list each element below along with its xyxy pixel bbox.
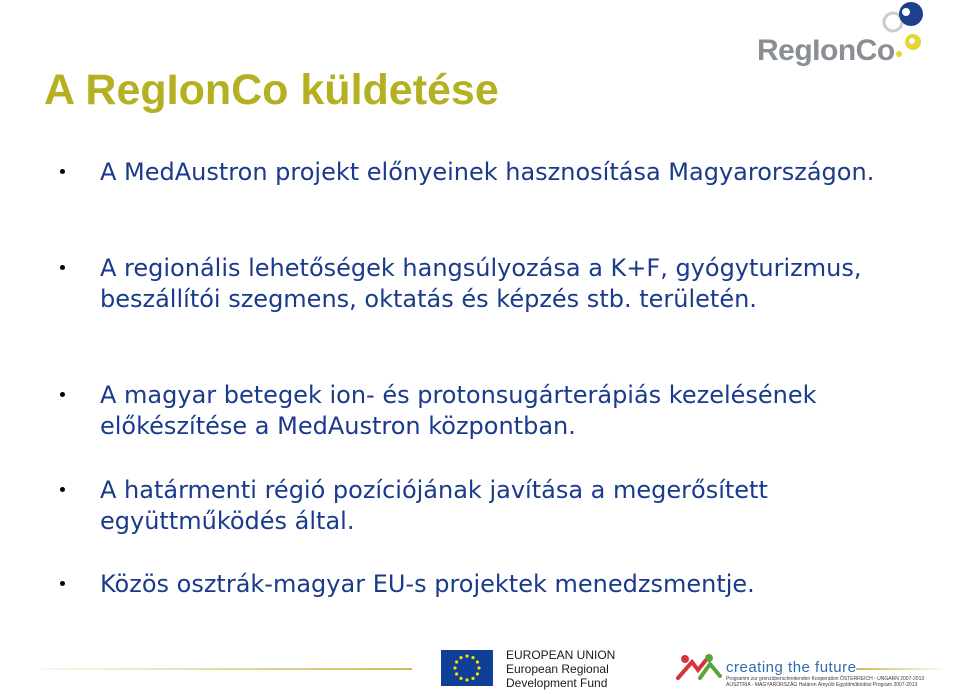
bullet-icon: [60, 487, 65, 492]
program-fine-print: [726, 676, 946, 688]
footer-divider: [856, 668, 942, 670]
logo-wordmark: RegIonCo: [757, 34, 895, 67]
bullet-icon: [60, 581, 65, 586]
eu-label-line: European Regional: [506, 662, 609, 676]
footer-divider: [40, 668, 412, 670]
eu-label: [506, 648, 615, 690]
bullet-item: [60, 380, 920, 442]
bullet-text: A regionális lehetőségek hangsúlyozása a K+F, gyógyturizmus, beszállítói szegmens, oktatás és képzés stb. területén.: [100, 254, 862, 313]
bullet-item: [60, 253, 920, 315]
bullet-item: [60, 475, 920, 537]
page-title: A RegIonCo küldetése: [44, 66, 499, 114]
bullet-icon: [60, 392, 65, 397]
bullet-text: A magyar betegek ion- és protonsugárterápiás kezelésének előkészítése a MedAustron központban.: [100, 381, 817, 440]
bullet-text: Közös osztrák-magyar EU-s projektek menedzsmentje.: [100, 570, 755, 598]
bullet-text: A határmenti régió pozíciójának javítása a megerősített együttműködés által.: [100, 476, 768, 535]
bullet-item: [60, 569, 920, 600]
creating-the-future-slogan: creating the future: [726, 659, 857, 676]
footer: [0, 632, 960, 694]
program-fine-print-line: Programm zur grenzüberschreitenden Kooperation ÖSTERREICH - UNGARN 2007-2013: [726, 676, 925, 682]
bullet-icon: [60, 169, 65, 174]
bullet-text: A MedAustron projekt előnyeinek hasznosítása Magyarországon.: [100, 158, 875, 186]
bullet-item: [60, 157, 920, 188]
program-fine-print-line: AUSZTRIA - MAGYARORSZÁG Határon Átnyúló Együttműködési Program 2007-2013: [726, 682, 918, 688]
bullet-icon: [60, 265, 65, 270]
creating-the-future-logo-icon: [676, 652, 724, 682]
regionco-logo: [755, 0, 955, 70]
eu-label-line: Development Fund: [506, 676, 608, 690]
eu-label-line: EUROPEAN UNION: [506, 648, 616, 662]
regionco-logo-mark-icon: [873, 0, 953, 62]
eu-flag-icon: [441, 650, 493, 686]
